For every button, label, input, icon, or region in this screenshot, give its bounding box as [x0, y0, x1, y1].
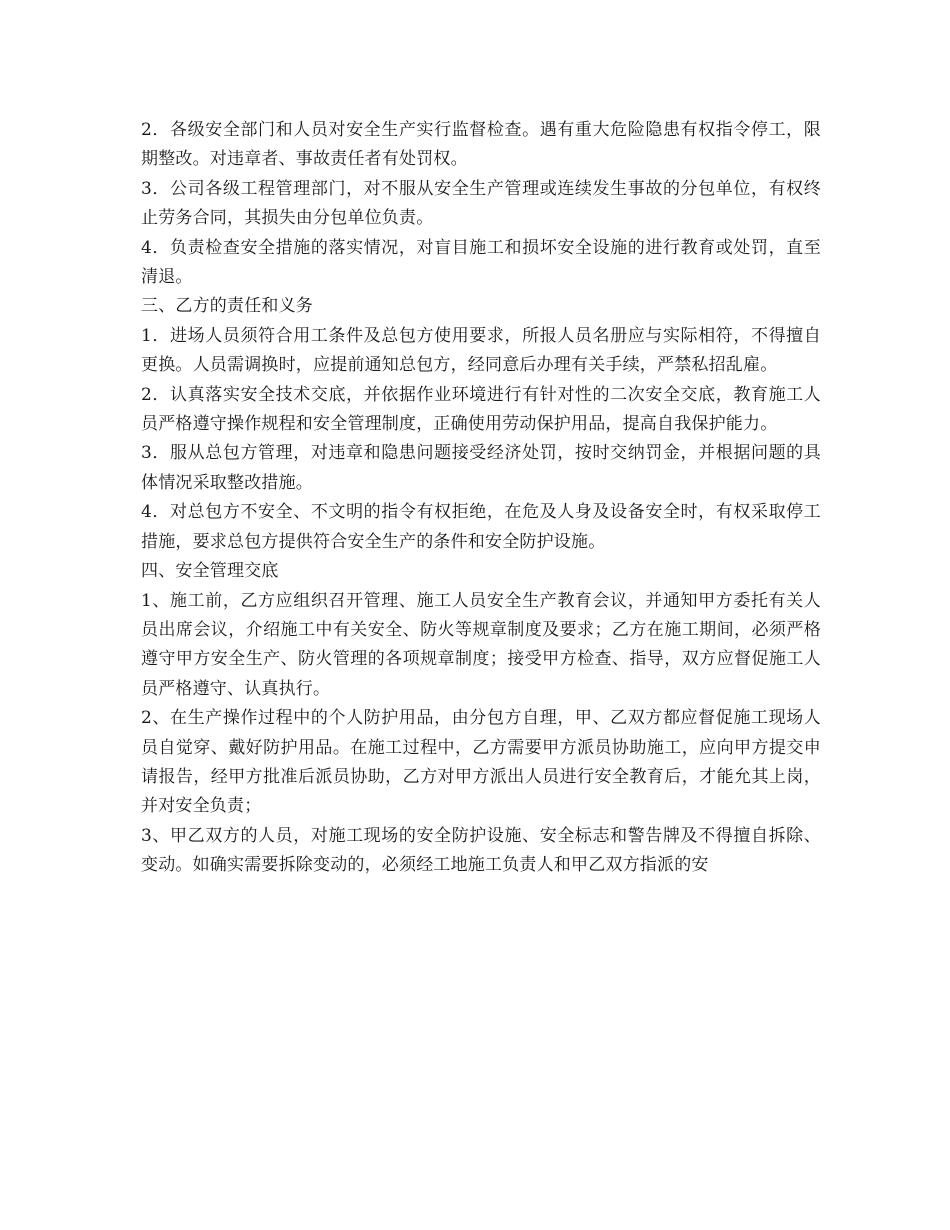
section-heading: 四、安全管理交底 [141, 561, 279, 582]
paragraph: 2、在生产操作过程中的个人防护用品，由分包方自理，甲、乙双方都应督促施工现场人员自觉穿、戴好防护用品。在施工过程中，乙方需要甲方派员协助施工，应向甲方提交申请报告，经甲方批准后派员协助，乙方对甲方派出人员进行安全教育后，才能允其上岗，并对安全负责； [141, 708, 821, 817]
paragraph: 2．各级安全部门和人员对安全生产实行监督检查。遇有重大危险隐患有权指令停工，限期整改。对违章者、事故责任者有处罚权。 [141, 120, 821, 170]
paragraph: 4．对总包方不安全、不文明的指令有权拒绝，在危及人身及设备安全时，有权采取停工措施，要求总包方提供符合安全生产的条件和安全防护设施。 [141, 502, 821, 552]
paragraph: 1、施工前，乙方应组织召开管理、施工人员安全生产教育会议，并通知甲方委托有关人员出席会议，介绍施工中有关安全、防火等规章制度及要求；乙方在施工期间，必须严格遵守甲方安全生产、防火管理的各项规章制度；接受甲方检查、指导，双方应督促施工人员严格遵守、认真执行。 [141, 590, 821, 699]
paragraph: 3．公司各级工程管理部门，对不服从安全生产管理或连续发生事故的分包单位，有权终止劳务合同，其损失由分包单位负责。 [141, 178, 821, 229]
document-body [141, 116, 821, 881]
section-heading: 三、乙方的责任和义务 [141, 296, 313, 317]
paragraph: 3．服从总包方管理，对违章和隐患问题接受经济处罚，按时交纳罚金，并根据问题的具体情况采取整改措施。 [141, 443, 821, 493]
paragraph: 1．进场人员须符合用工条件及总包方使用要求，所报人员名册应与实际相符，不得擅自更换。人员需调换时，应提前通知总包方，经同意后办理有关手续，严禁私招乱雇。 [141, 325, 821, 376]
paragraph: 2．认真落实安全技术交底，并依据作业环境进行有针对性的二次安全交底，教育施工人员严格遵守操作规程和安全管理制度，正确使用劳动保护用品，提高自我保护能力。 [141, 384, 821, 435]
paragraph: 3、甲乙双方的人员，对施工现场的安全防护设施、安全标志和警告牌及不得擅自拆除、变动。如确实需要拆除变动的，必须经工地施工负责人和甲乙双方指派的安 [141, 825, 821, 876]
paragraph: 4．负责检查安全措施的落实情况，对盲目施工和损坏安全设施的进行教育或处罚，直至清退。 [141, 237, 821, 288]
